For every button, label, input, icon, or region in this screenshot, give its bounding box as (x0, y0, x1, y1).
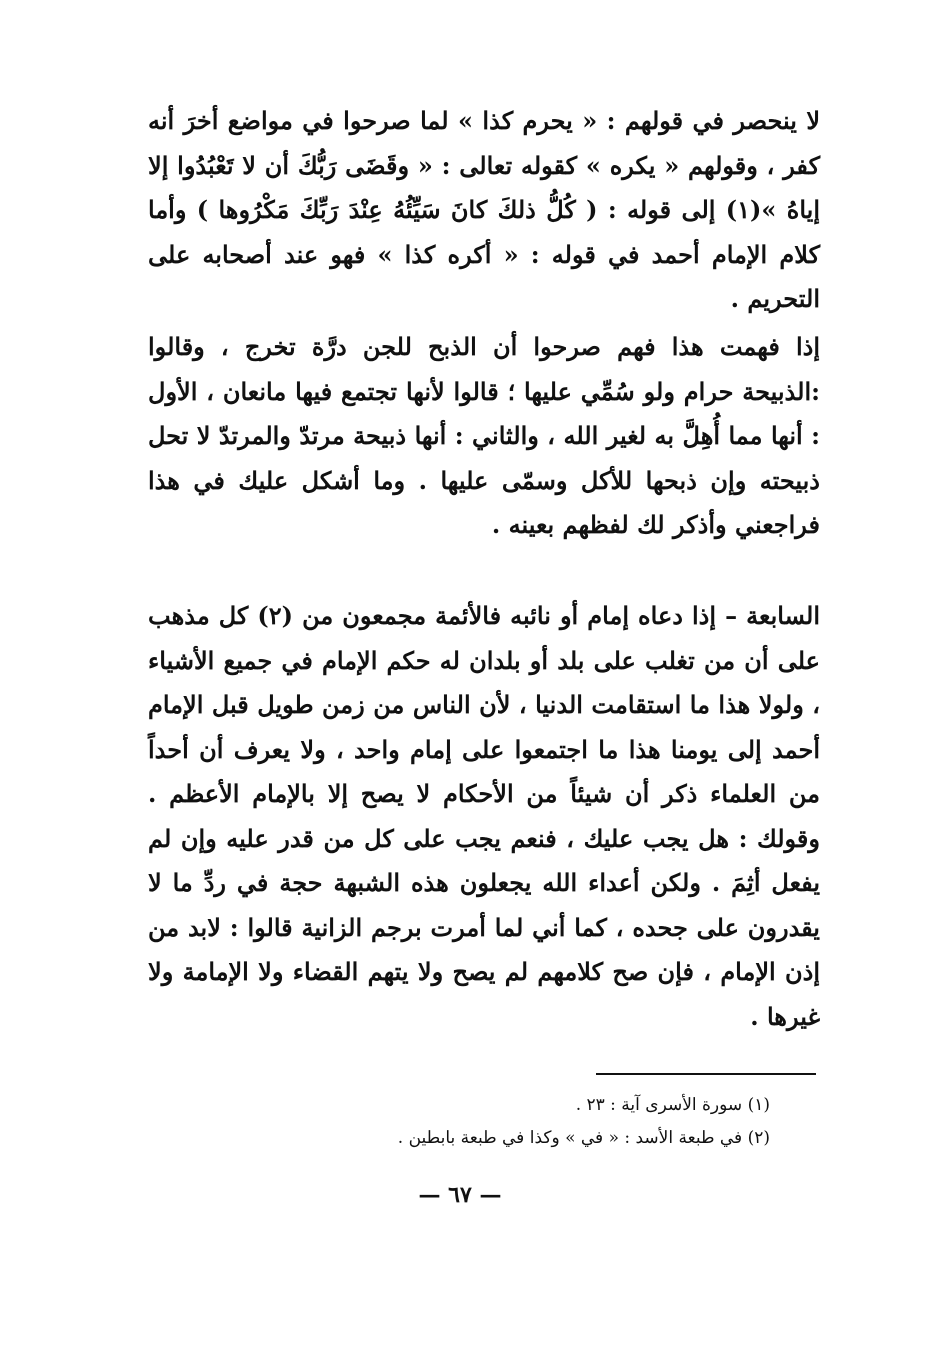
footnote-2: (٢) في طبعة الأسد : « في » وكذا في طبعة بابطين . (397, 1128, 770, 1148)
page-number: — ٦٧ — (418, 1182, 502, 1208)
footnotes (300, 1089, 770, 1155)
paragraph-1: لا ينحصر في قولهم : « يحرم كذا » لما صرحوا في مواضع أخرَ أنه كفر ، وقولهم « يكره » كقوله تعالى : « وقَضَى رَبُّكَ أن لا تَعْبُدُوا إلا إياهُ »(١) إلى قوله : ( كُلُّ ذلكَ كانَ سَيِّئُهُ عِنْدَ رَبِّكَ مَكْرُوها ) وأما كلام الإمام أحمد في قوله : « أكره كذا » فهو عند أصحابه على التحريم . (148, 106, 820, 313)
footnote-divider (596, 1073, 816, 1075)
footnote-1: (١) سورة الأسرى آية : ٢٣ . (575, 1095, 770, 1115)
paragraph-3: السابعة – إذا دعاه إمام أو نائبه فالأئمة مجمعون من (٢) كل مذهب على أن من تغلب على بلد أو بلدان له حكم الإمام في جميع الأشياء ، ولولا هذا ما استقامت الدنيا ، لأن الناس من زمن طويل قبل الإمام أحمد إلى يومنا هذا ما اجتمعوا على إمام واحد ، ولا يعرف أن أحداً من العلماء ذكر أن شيئاً من الأحكام لا يصح إلا بالإمام الأعظم . وقولك : هل يجب عليك ، فنعم يجب على كل من قدر عليه وإن لم يفعل أثِمَ . ولكن أعداء الله يجعلون هذه الشبهة حجة في ردِّ ما لا يقدرون على جحده ، كما أني لما أمرت برجم الزانية قالوا : لابد من إذن الإمام ، فإن صح كلامهم لم يصح ولا يتهم القضاء ولا الإمامة ولا غيرها . (148, 601, 821, 1031)
paragraph-2: إذا فهمت هذا فهم صرحوا أن الذبح للجن درَّة تخرج ، وقالوا :الذبيحة حرام ولو سُمِّي عليها ؛ قالوا لأنها تجتمع فيها مانعان ، الأول : أنها مما أُهِلَّ به لغير الله ، والثاني : أنها ذبيحة مرتدّ والمرتدّ لا تحل ذبيحته وإن ذبحها للأكل وسمّى عليها . وما أشكل عليك في هذا فراجعني وأذكر لك لفظهم بعينه . (148, 332, 820, 539)
